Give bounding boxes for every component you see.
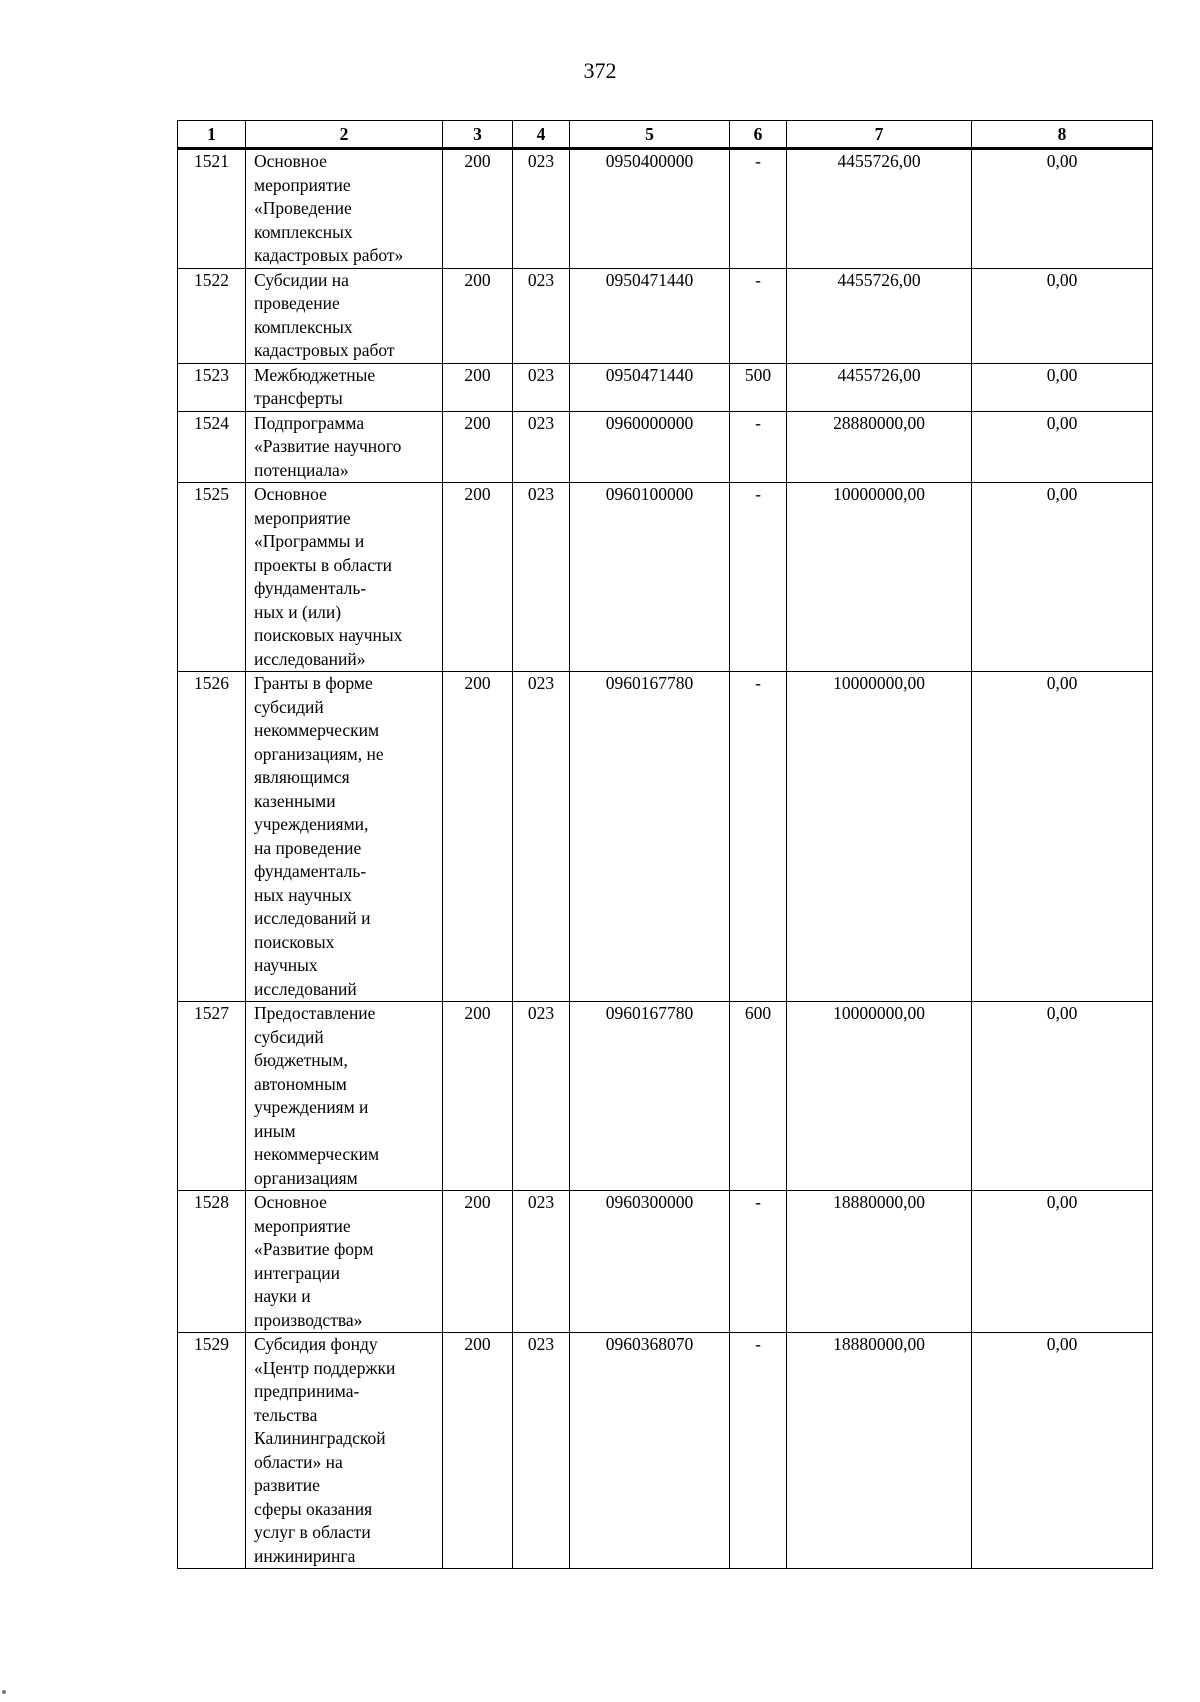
item-name-line: исследований bbox=[254, 978, 357, 999]
target-article-cell: 0960368070 bbox=[570, 1333, 730, 1569]
expense-type-cell: - bbox=[730, 149, 787, 269]
item-name-line: развитие bbox=[254, 1475, 320, 1495]
header-cell: 4 bbox=[513, 121, 570, 149]
amount-cell: 10000000,00 bbox=[787, 1002, 972, 1191]
item-name-line: организациям, не bbox=[254, 743, 384, 764]
amount-secondary-cell: 0,00 bbox=[972, 672, 1153, 1002]
item-name-line: исследований» bbox=[254, 648, 366, 669]
table-row bbox=[178, 363, 1153, 411]
amount-cell: 4455726,00 bbox=[787, 149, 972, 269]
item-name-line: «Программы и bbox=[254, 531, 365, 551]
item-name-line: проведение bbox=[254, 293, 340, 313]
table-row bbox=[178, 1191, 1153, 1333]
table-row bbox=[178, 411, 1153, 483]
target-article-cell: 0960300000 bbox=[570, 1191, 730, 1333]
header-cell: 1 bbox=[178, 121, 246, 149]
amount-cell: 10000000,00 bbox=[787, 672, 972, 1002]
item-name-line: некоммерческим bbox=[254, 720, 380, 740]
row-number-cell: 1527 bbox=[178, 1002, 246, 1191]
header-cell: 3 bbox=[443, 121, 513, 149]
section-code-cell: 023 bbox=[513, 1002, 570, 1191]
item-name-line: «Развитие форм bbox=[254, 1239, 374, 1259]
item-name-line: Гранты в форме bbox=[254, 673, 373, 693]
amount-cell: 4455726,00 bbox=[787, 268, 972, 363]
expense-type-cell: - bbox=[730, 1191, 787, 1333]
row-number-cell: 1526 bbox=[178, 672, 246, 1002]
item-name-cell bbox=[246, 483, 443, 672]
amount-secondary-cell: 0,00 bbox=[972, 411, 1153, 483]
expense-type-cell: - bbox=[730, 483, 787, 672]
ministry-code-cell: 200 bbox=[443, 672, 513, 1002]
item-name-line: Субсидия фонду bbox=[254, 1334, 378, 1354]
item-name-line: субсидий bbox=[254, 1026, 324, 1047]
item-name-line: комплексных bbox=[254, 316, 353, 337]
item-name-line: производства» bbox=[254, 1309, 363, 1330]
ministry-code-cell: 200 bbox=[443, 1191, 513, 1333]
section-code-cell: 023 bbox=[513, 363, 570, 411]
section-code-cell: 023 bbox=[513, 483, 570, 672]
item-name-line: «Развитие научного bbox=[254, 436, 402, 456]
item-name-line: Субсидии на bbox=[254, 269, 349, 290]
header-cell: 7 bbox=[787, 121, 972, 149]
budget-table bbox=[177, 120, 1153, 1569]
item-name-cell bbox=[246, 268, 443, 363]
header-row bbox=[178, 121, 1153, 149]
item-name-line: поисковых bbox=[254, 931, 335, 952]
item-name-line: интеграции bbox=[254, 1262, 340, 1283]
table-row bbox=[178, 268, 1153, 363]
item-name-line: исследований и bbox=[254, 908, 371, 928]
item-name-line: «Центр поддержки bbox=[254, 1357, 396, 1378]
amount-secondary-cell: 0,00 bbox=[972, 483, 1153, 672]
target-article-cell: 0960000000 bbox=[570, 411, 730, 483]
amount-secondary-cell: 0,00 bbox=[972, 149, 1153, 269]
item-name-line: научных bbox=[254, 955, 318, 975]
ministry-code-cell: 200 bbox=[443, 268, 513, 363]
item-name-line: являющимся bbox=[254, 767, 350, 787]
target-article-cell: 0960167780 bbox=[570, 1002, 730, 1191]
item-name-line: Предоставление bbox=[254, 1003, 376, 1023]
item-name-line: мероприятие bbox=[254, 507, 351, 528]
header-cell: 5 bbox=[570, 121, 730, 149]
amount-secondary-cell: 0,00 bbox=[972, 268, 1153, 363]
item-name-line: комплексных bbox=[254, 221, 353, 242]
item-name-line: проекты в области bbox=[254, 554, 393, 575]
expense-type-cell: 600 bbox=[730, 1002, 787, 1191]
item-name-line: сферы оказания bbox=[254, 1498, 373, 1519]
item-name-line: Калининградской bbox=[254, 1428, 386, 1448]
target-article-cell: 0950471440 bbox=[570, 268, 730, 363]
item-name-line: ных и (или) bbox=[254, 601, 342, 622]
item-name-line: потенциала» bbox=[254, 459, 349, 480]
item-name-line: фундаменталь- bbox=[254, 578, 367, 598]
amount-cell: 18880000,00 bbox=[787, 1333, 972, 1569]
amount-cell: 18880000,00 bbox=[787, 1191, 972, 1333]
section-code-cell: 023 bbox=[513, 149, 570, 269]
ministry-code-cell: 200 bbox=[443, 1002, 513, 1191]
item-name-line: трансферты bbox=[254, 388, 343, 408]
item-name-line: Основное bbox=[254, 151, 327, 171]
item-name-line: кадастровых работ» bbox=[254, 245, 404, 265]
item-name-line: предпринима- bbox=[254, 1381, 360, 1401]
item-name-cell bbox=[246, 149, 443, 269]
item-name-line: организациям bbox=[254, 1167, 358, 1188]
item-name-cell bbox=[246, 1002, 443, 1191]
ministry-code-cell: 200 bbox=[443, 149, 513, 269]
expense-type-cell: - bbox=[730, 672, 787, 1002]
target-article-cell: 0960100000 bbox=[570, 483, 730, 672]
item-name-line: мероприятие bbox=[254, 1215, 351, 1236]
item-name-cell bbox=[246, 1333, 443, 1569]
expense-type-cell: - bbox=[730, 1333, 787, 1569]
amount-secondary-cell: 0,00 bbox=[972, 1002, 1153, 1191]
target-article-cell: 0960167780 bbox=[570, 672, 730, 1002]
table-row bbox=[178, 1002, 1153, 1191]
item-name-cell bbox=[246, 672, 443, 1002]
item-name-line: Межбюджетные bbox=[254, 364, 376, 385]
item-name-line: науки и bbox=[254, 1286, 311, 1306]
item-name-cell bbox=[246, 1191, 443, 1333]
item-name-line: иным bbox=[254, 1120, 296, 1141]
ministry-code-cell: 200 bbox=[443, 483, 513, 672]
header-cell: 6 bbox=[730, 121, 787, 149]
item-name-line: поисковых научных bbox=[254, 625, 403, 645]
section-code-cell: 023 bbox=[513, 268, 570, 363]
amount-cell: 28880000,00 bbox=[787, 411, 972, 483]
item-name-line: бюджетным, bbox=[254, 1050, 348, 1070]
item-name-line: «Проведение bbox=[254, 198, 352, 218]
row-number-cell: 1524 bbox=[178, 411, 246, 483]
item-name-line: Подпрограмма bbox=[254, 412, 365, 433]
item-name-line: услуг в области bbox=[254, 1522, 371, 1542]
item-name-line: учреждениям и bbox=[254, 1097, 369, 1117]
amount-secondary-cell: 0,00 bbox=[972, 1191, 1153, 1333]
item-name-line: тельства bbox=[254, 1404, 318, 1425]
section-code-cell: 023 bbox=[513, 672, 570, 1002]
item-name-line: ных научных bbox=[254, 884, 352, 905]
item-name-line: Основное bbox=[254, 1192, 327, 1212]
row-number-cell: 1529 bbox=[178, 1333, 246, 1569]
item-name-line: автономным bbox=[254, 1073, 347, 1094]
row-number-cell: 1523 bbox=[178, 363, 246, 411]
amount-cell: 4455726,00 bbox=[787, 363, 972, 411]
item-name-line: Основное bbox=[254, 484, 327, 504]
target-article-cell: 0950400000 bbox=[570, 149, 730, 269]
page-number: 372 bbox=[583, 58, 617, 83]
ministry-code-cell: 200 bbox=[443, 411, 513, 483]
item-name-line: казенными bbox=[254, 790, 336, 811]
table-body bbox=[178, 121, 1153, 1569]
item-name-line: инжиниринга bbox=[254, 1545, 356, 1566]
expense-type-cell: 500 bbox=[730, 363, 787, 411]
item-name-line: мероприятие bbox=[254, 174, 351, 195]
item-name-cell bbox=[246, 363, 443, 411]
expense-type-cell: - bbox=[730, 268, 787, 363]
table-row bbox=[178, 672, 1153, 1002]
header-cell: 8 bbox=[972, 121, 1153, 149]
amount-secondary-cell: 0,00 bbox=[972, 363, 1153, 411]
row-number-cell: 1525 bbox=[178, 483, 246, 672]
table-row bbox=[178, 483, 1153, 672]
ministry-code-cell: 200 bbox=[443, 363, 513, 411]
scan-artifact bbox=[2, 1690, 6, 1694]
item-name-line: области» на bbox=[254, 1451, 343, 1472]
amount-cell: 10000000,00 bbox=[787, 483, 972, 672]
header-cell: 2 bbox=[246, 121, 443, 149]
target-article-cell: 0950471440 bbox=[570, 363, 730, 411]
table-row bbox=[178, 149, 1153, 269]
expense-type-cell: - bbox=[730, 411, 787, 483]
item-name-line: фундаменталь- bbox=[254, 861, 367, 881]
item-name-line: некоммерческим bbox=[254, 1144, 380, 1164]
section-code-cell: 023 bbox=[513, 1333, 570, 1569]
ministry-code-cell: 200 bbox=[443, 1333, 513, 1569]
section-code-cell: 023 bbox=[513, 411, 570, 483]
item-name-line: субсидий bbox=[254, 696, 324, 717]
table-row bbox=[178, 1333, 1153, 1569]
amount-secondary-cell: 0,00 bbox=[972, 1333, 1153, 1569]
item-name-line: на проведение bbox=[254, 837, 362, 858]
row-number-cell: 1528 bbox=[178, 1191, 246, 1333]
item-name-line: кадастровых работ bbox=[254, 340, 395, 360]
section-code-cell: 023 bbox=[513, 1191, 570, 1333]
item-name-line: учреждениями, bbox=[254, 814, 369, 834]
row-number-cell: 1522 bbox=[178, 268, 246, 363]
row-number-cell: 1521 bbox=[178, 149, 246, 269]
item-name-cell bbox=[246, 411, 443, 483]
